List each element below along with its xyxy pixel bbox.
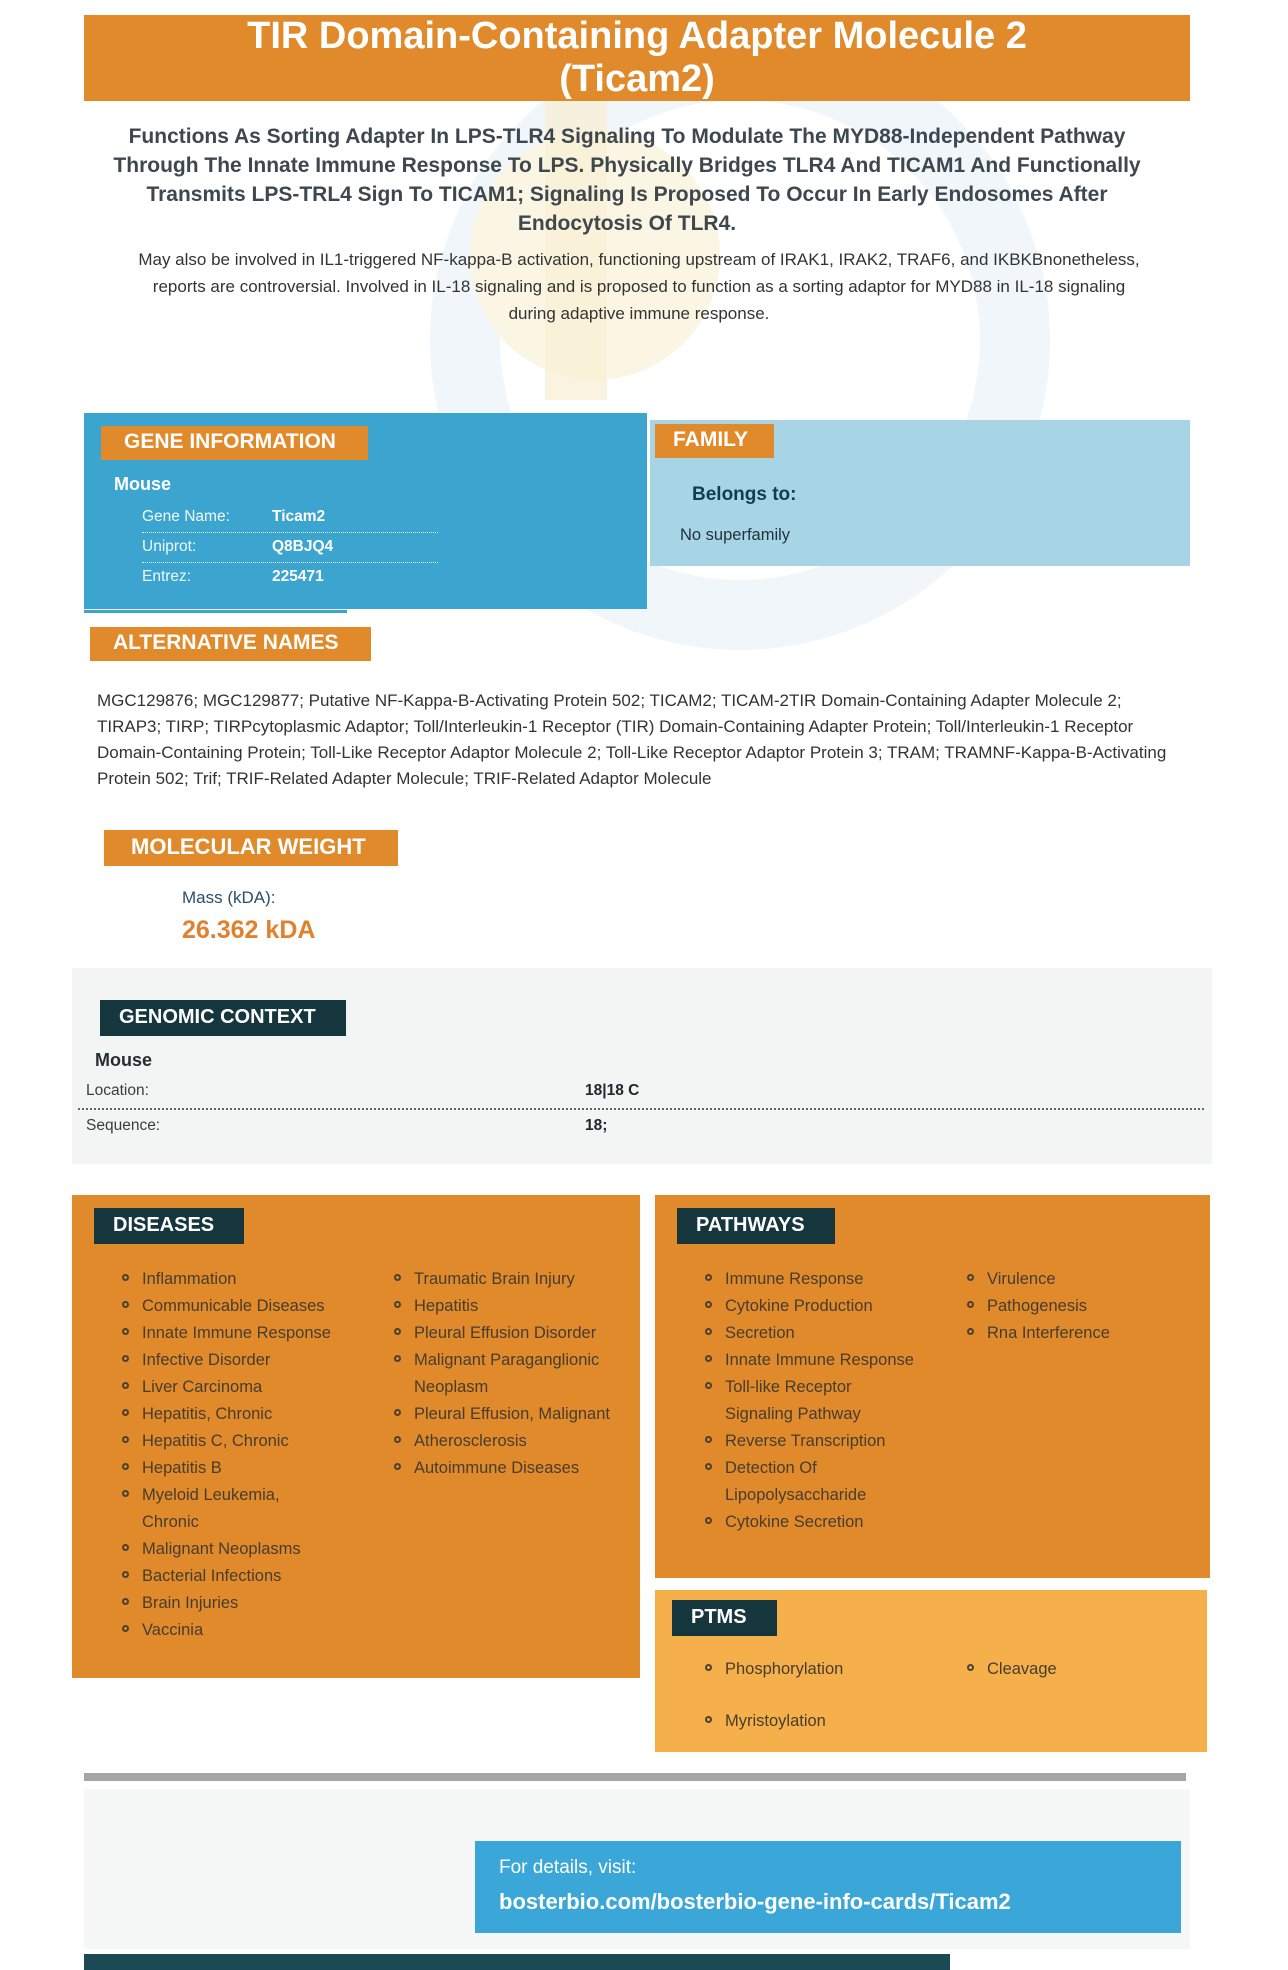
list-item bbox=[705, 1374, 967, 1428]
ptms-columns bbox=[705, 1656, 1207, 1760]
list-item-label: Liver Carcinoma bbox=[142, 1378, 263, 1396]
row-divider bbox=[78, 1108, 1204, 1110]
bullet-icon bbox=[705, 1436, 712, 1443]
bullet-icon bbox=[967, 1328, 974, 1335]
bullet-icon bbox=[705, 1463, 712, 1470]
ptms-column-2 bbox=[967, 1656, 1207, 1760]
bullet-icon bbox=[122, 1463, 129, 1470]
ptms-column-1 bbox=[705, 1656, 967, 1760]
list-item bbox=[122, 1455, 394, 1482]
list-item bbox=[705, 1708, 967, 1735]
location-label: Location: bbox=[86, 1082, 149, 1099]
diseases-box bbox=[72, 1195, 640, 1678]
list-item bbox=[394, 1266, 640, 1293]
mass-label: Mass (kDA): bbox=[182, 888, 276, 907]
family-box bbox=[650, 420, 1190, 566]
page-header bbox=[84, 15, 1190, 101]
list-item-label: Toll-like Receptor Signaling Pathway bbox=[725, 1378, 861, 1423]
gene-name-label: Gene Name: bbox=[142, 508, 230, 525]
list-item bbox=[122, 1374, 394, 1401]
belongs-to-label: Belongs to: bbox=[692, 484, 797, 505]
list-item bbox=[122, 1320, 394, 1347]
list-item bbox=[394, 1293, 640, 1320]
list-item-label: Immune Response bbox=[725, 1270, 864, 1288]
bullet-icon bbox=[122, 1544, 129, 1551]
list-item-label: Phosphorylation bbox=[725, 1660, 844, 1678]
list-item bbox=[705, 1293, 967, 1320]
list-item bbox=[394, 1428, 640, 1455]
list-item bbox=[122, 1617, 394, 1644]
list-item-label: Cytokine Secretion bbox=[725, 1513, 864, 1531]
bullet-icon bbox=[122, 1625, 129, 1632]
diseases-column-1 bbox=[122, 1266, 394, 1644]
list-item bbox=[122, 1563, 394, 1590]
list-item-label: Cleavage bbox=[987, 1660, 1057, 1678]
list-item-label: Secretion bbox=[725, 1324, 795, 1342]
list-item bbox=[705, 1656, 967, 1683]
entrez-label: Entrez: bbox=[142, 568, 192, 585]
bullet-icon bbox=[394, 1301, 401, 1308]
list-item-label: Pathogenesis bbox=[987, 1297, 1087, 1315]
table-row bbox=[142, 533, 438, 563]
alternative-names-text: MGC129876; MGC129877; Putative NF-Kappa-B-Activating Protein 502; TICAM2; TICAM-2TIR Domain-Containing Adapter Molecule 2; TIRAP3; TIRP; TIRPcytoplasmic Adaptor; Toll/Interleukin-1 Receptor (TIR) Domain-Containing Adapter Protein; Toll/Interleukin-1 Receptor Domain-Containing Protein; Toll-Like Receptor Adaptor Molecule 2; Toll-Like Receptor Adaptor Protein 3; TRAM; TRAMNF-Kappa-B-Activating Protein 502; Trif; TRIF-Related Adapter Molecule; TRIF-Related Adaptor Molecule bbox=[97, 691, 1167, 788]
bullet-icon bbox=[967, 1664, 974, 1671]
list-item bbox=[122, 1401, 394, 1428]
bullet-icon bbox=[122, 1355, 129, 1362]
list-item bbox=[967, 1656, 1207, 1683]
list-item-label: Bacterial Infections bbox=[142, 1567, 282, 1585]
bullet-icon bbox=[705, 1664, 712, 1671]
list-item bbox=[705, 1320, 967, 1347]
entrez-value: 225471 bbox=[272, 568, 324, 585]
list-item-label: Traumatic Brain Injury bbox=[414, 1270, 575, 1288]
ptms-band: PTMS bbox=[672, 1600, 777, 1636]
footer-url-link[interactable]: bosterbio.com/bosterbio-gene-info-cards/Ticam2 bbox=[499, 1889, 1011, 1914]
list-item bbox=[394, 1347, 640, 1401]
gene-name-value: Ticam2 bbox=[272, 508, 326, 525]
genomic-context-band: GENOMIC CONTEXT bbox=[100, 1000, 346, 1036]
list-item-label: Reverse Transcription bbox=[725, 1432, 886, 1450]
list-item-label: Hepatitis bbox=[414, 1297, 479, 1315]
list-item bbox=[705, 1428, 967, 1455]
list-item bbox=[967, 1293, 1210, 1320]
page-title-line2: (Ticam2) bbox=[559, 58, 715, 100]
list-item-label: Innate Immune Response bbox=[725, 1351, 914, 1369]
bullet-icon bbox=[122, 1571, 129, 1578]
table-row bbox=[142, 503, 438, 533]
ptms-box bbox=[655, 1590, 1207, 1752]
list-item-label: Infective Disorder bbox=[142, 1351, 271, 1369]
bullet-icon bbox=[394, 1355, 401, 1362]
list-item bbox=[705, 1347, 967, 1374]
bullet-icon bbox=[394, 1409, 401, 1416]
list-item-label: Rna Interference bbox=[987, 1324, 1110, 1342]
sequence-value: 18; bbox=[585, 1117, 608, 1134]
list-item bbox=[705, 1266, 967, 1293]
pathways-box bbox=[655, 1195, 1210, 1578]
bullet-icon bbox=[122, 1409, 129, 1416]
list-item-label: Malignant Paraganglionic Neoplasm bbox=[414, 1351, 600, 1396]
list-item-label: Pleural Effusion, Malignant bbox=[414, 1405, 610, 1423]
bullet-icon bbox=[394, 1436, 401, 1443]
diseases-columns bbox=[122, 1266, 640, 1644]
footer-callout bbox=[475, 1841, 1181, 1933]
bullet-icon bbox=[122, 1301, 129, 1308]
bullet-icon bbox=[122, 1328, 129, 1335]
list-item-label: Vaccinia bbox=[142, 1621, 204, 1639]
bullet-icon bbox=[122, 1274, 129, 1281]
molecular-weight-band: MOLECULAR WEIGHT bbox=[104, 830, 398, 866]
footer-visit-label: For details, visit: bbox=[499, 1857, 637, 1878]
bullet-icon bbox=[122, 1382, 129, 1389]
gene-species-label: Mouse bbox=[114, 474, 172, 494]
bullet-icon bbox=[705, 1355, 712, 1362]
list-item-label: Brain Injuries bbox=[142, 1594, 239, 1612]
bullet-icon bbox=[705, 1301, 712, 1308]
bullet-icon bbox=[705, 1716, 712, 1723]
family-band: FAMILY bbox=[655, 424, 774, 458]
bullet-icon bbox=[705, 1328, 712, 1335]
bullet-icon bbox=[122, 1490, 129, 1497]
gene-information-band: GENE INFORMATION bbox=[101, 426, 368, 460]
genomic-species-label: Mouse bbox=[95, 1050, 153, 1070]
family-value: No superfamily bbox=[680, 526, 791, 544]
list-item-label: Communicable Diseases bbox=[142, 1297, 325, 1315]
list-item bbox=[705, 1509, 967, 1536]
list-item bbox=[967, 1320, 1210, 1347]
list-item bbox=[122, 1428, 394, 1455]
diseases-column-2 bbox=[394, 1266, 640, 1644]
list-item bbox=[122, 1482, 394, 1536]
list-item bbox=[122, 1293, 394, 1320]
gene-information-box bbox=[84, 413, 647, 609]
list-item-label: Myristoylation bbox=[725, 1712, 826, 1730]
list-item-label: Hepatitis C, Chronic bbox=[142, 1432, 289, 1450]
list-item-label: Innate Immune Response bbox=[142, 1324, 331, 1342]
list-item-label: Inflammation bbox=[142, 1270, 237, 1288]
bullet-icon bbox=[394, 1274, 401, 1281]
pathways-column-2 bbox=[967, 1266, 1210, 1536]
section-accent-line bbox=[84, 610, 347, 613]
list-item bbox=[394, 1455, 640, 1482]
bullet-icon bbox=[705, 1382, 712, 1389]
list-item bbox=[122, 1590, 394, 1617]
footer-divider bbox=[84, 1773, 1186, 1781]
list-item-label: Myeloid Leukemia, Chronic bbox=[142, 1486, 280, 1531]
bullet-icon bbox=[705, 1517, 712, 1524]
bullet-icon bbox=[394, 1328, 401, 1335]
bullet-icon bbox=[967, 1301, 974, 1308]
list-item-label: Detection Of Lipopolysaccharide bbox=[725, 1459, 867, 1504]
pathways-band: PATHWAYS bbox=[677, 1208, 835, 1244]
bottom-teal-bar bbox=[84, 1954, 950, 1970]
list-item bbox=[967, 1266, 1210, 1293]
list-item-label: Hepatitis, Chronic bbox=[142, 1405, 273, 1423]
sequence-label: Sequence: bbox=[86, 1117, 161, 1134]
list-item-label: Hepatitis B bbox=[142, 1459, 222, 1477]
summary-detail-paragraph: May also be involved in IL1-triggered NF-kappa-B activation, functioning upstream of IRAK1, IRAK2, TRAF6, and IKBKBnonetheless, reports are controversial. Involved in IL-18 signaling and is proposed to function as a sorting adaptor for MYD88 in IL-18 signaling during adaptive immune response. bbox=[138, 250, 1140, 323]
page-title-line1: TIR Domain-Containing Adapter Molecule 2 bbox=[247, 15, 1027, 57]
pathways-columns bbox=[705, 1266, 1210, 1536]
list-item bbox=[394, 1401, 640, 1428]
list-item-label: Pleural Effusion Disorder bbox=[414, 1324, 597, 1342]
table-row bbox=[142, 563, 438, 592]
list-item bbox=[122, 1347, 394, 1374]
summary-bold-paragraph: Functions As Sorting Adapter In LPS-TLR4 Signaling To Modulate The MYD88-Independent Pathway Through The Innate Immune Response To LPS. Physically Bridges TLR4 And TICAM1 And Functionally Transmits LPS-TRL4 Sign To TICAM1; Signaling Is Proposed To Occur In Early Endosomes After Endocytosis Of TLR4. bbox=[113, 125, 1141, 235]
bullet-icon bbox=[122, 1436, 129, 1443]
genomic-context-box bbox=[72, 968, 1212, 1164]
list-item-label: Cytokine Production bbox=[725, 1297, 873, 1315]
diseases-band: DISEASES bbox=[94, 1208, 244, 1244]
list-item bbox=[122, 1266, 394, 1293]
location-value: 18|18 C bbox=[585, 1082, 640, 1099]
pathways-column-1 bbox=[705, 1266, 967, 1536]
list-item-label: Atherosclerosis bbox=[414, 1432, 527, 1450]
uniprot-value: Q8BJQ4 bbox=[272, 538, 334, 555]
list-item-label: Malignant Neoplasms bbox=[142, 1540, 301, 1558]
list-item bbox=[705, 1455, 967, 1509]
bullet-icon bbox=[394, 1463, 401, 1470]
bullet-icon bbox=[967, 1274, 974, 1281]
list-item-label: Virulence bbox=[987, 1270, 1056, 1288]
uniprot-label: Uniprot: bbox=[142, 538, 197, 555]
list-item bbox=[394, 1320, 640, 1347]
bullet-icon bbox=[122, 1598, 129, 1605]
alternative-names-band: ALTERNATIVE NAMES bbox=[90, 627, 371, 661]
list-item-label: Autoimmune Diseases bbox=[414, 1459, 580, 1477]
list-item bbox=[122, 1536, 394, 1563]
bullet-icon bbox=[705, 1274, 712, 1281]
mass-value: 26.362 kDA bbox=[182, 916, 316, 944]
gene-information-table bbox=[142, 503, 438, 592]
